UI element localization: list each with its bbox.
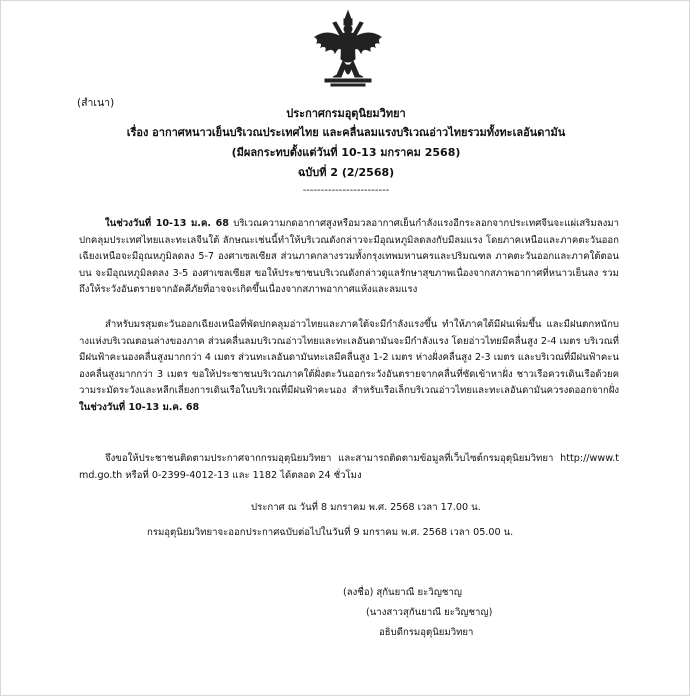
announcement-title: ประกาศกรมอุตุนิยมวิทยา [286,107,406,120]
paragraph-monsoon [79,317,619,416]
garuda-emblem-icon [311,9,385,89]
separator-line: ------------------------ [302,185,390,196]
signatory-full-name: (นางสาวสุกันยาณี ยะวิญชาญ) [366,607,493,618]
next-issue-notice: กรมอุตุนิยมวิทยาจะออกประกาศฉบับต่อไปในวันที่ 9 มกราคม พ.ศ. 2568 เวลา 05.00 น. [147,527,514,538]
copy-mark: (สำเนา) [77,97,115,109]
effective-period: (มีผลกระทบตั้งแต่วันที่ 10-13 มกราคม 2568) [231,146,461,159]
signature-line: (ลงชื่อ) สุกันยาณี ยะวิญชาญ [343,587,462,598]
signatory-position: อธิบดีกรมอุตุนิยมวิทยา [379,627,474,638]
paragraph-follow-updates [79,451,619,484]
paragraph-follow-updates-text: จึงขอให้ประชาชนติดตามประกาศจากกรมอุตุนิยมวิทยา และสามารถติดตามข้อมูลที่เว็บไซต์กรมอุตุนิยมวิทยา http://www.tmd.go.th หรือที่ 0-2399-4012-13 และ 1182 ได้ตลอด 24 ชั่วโมง [79,453,619,481]
announced-date: ประกาศ ณ วันที่ 8 มกราคม พ.ศ. 2568 เวลา 17.00 น. [251,502,481,513]
paragraph-cold-weather [79,216,619,299]
announcement-subject: เรื่อง อากาศหนาวเย็นบริเวณประเทศไทย และคลื่นลมแรงบริเวณอ่าวไทยรวมทั้งทะเลอันดามัน [126,126,566,139]
period-lead: ในช่วงวันที่ 10-13 ม.ค. 68 [105,218,229,229]
paragraph-monsoon-text: สำหรับมรสุมตะวันออกเฉียงเหนือที่พัดปกคลุมอ่าวไทยและภาคใต้จะมีกำลังแรงขึ้น ทำให้ภาคใต้มีฝนเพิ่มขึ้น และมีฝนตกหนักบางแห่งบริเวณตอนล่างของภาค ส่วนคลื่นลมบริเวณอ่าวไทยและทะเลอันดามันจะมีกำลังแรง โดยอ่าวไทยมีคลื่นสูง 2-4 เมตร บริเวณที่มีฝนฟ้าคะนองคลื่นสูงมากกว่า 4 เมตร ส่วนทะเลอันดามันทะเลมีคลื่นสูง 1-2 เมตร ห่างฝั่งคลื่นสูง 2-3 เมตร และบริเวณที่มีฝนฟ้าคะนองคลื่นสูงมากกว่า 3 เมตร ขอให้ประชาชนบริเวณภาคใต้ฝั่งตะวันออกระวังอันตรายจากคลื่นที่ซัดเข้าหาฝั่ง ชาวเรือควรเดินเรือด้วยความระมัดระวังและหลีกเลี่ยงการเดินเรือในบริเวณที่มีฝนฟ้าคะนอง สำหรับเรือเล็กบริเวณอ่าวไทยและทะเลอันดามันควรงดออกจากฝั่ง [79,319,619,396]
period-tail: ในช่วงวันที่ 10-13 ม.ค. 68 [79,401,200,413]
paragraph-cold-weather-text: บริเวณความกดอากาศสูงหรือมวลอากาศเย็นกำลังแรงอีกระลอกจากประเทศจีนจะแผ่เสริมลงมาปกคลุมประเทศไทยและทะเลจีนใต้ ลักษณะเช่นนี้ทำให้บริเวณดังกล่าวจะมีอุณหภูมิลดลงกับมีลมแรง โดยภาคเหนือและภาคตะวันออกเฉียงเหนือจะมีอุณหภูมิลดลง 5-7 องศาเซลเซียส ส่วนภาคกลางรวมทั้งกรุงเทพมหานครและปริมณฑล ภาคตะวันออกและภาคใต้ตอนบน จะมีอุณหภูมิลดลง 3-5 องศาเซลเซียส ขอให้ประชาชนบริเวณดังกล่าวดูแลรักษาสุขภาพเนื่องจากสภาพอากาศที่หนาวเย็นลง รวมถึงให้ระวังอันตรายจากอัคคีภัยที่อาจจะเกิดขึ้นเนื่องจากสภาพอากาศแห้งและลมแรง [79,218,619,295]
issue-number: ฉบับที่ 2 (2/2568) [297,166,395,179]
